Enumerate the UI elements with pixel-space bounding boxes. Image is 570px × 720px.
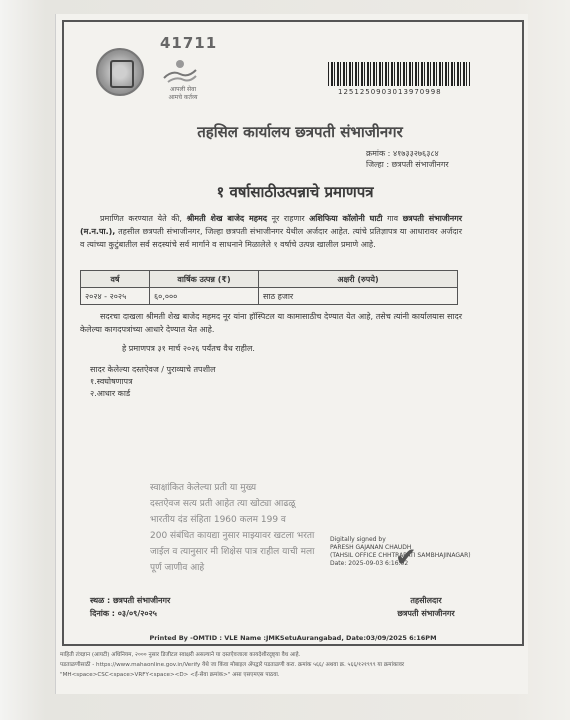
declaration-line: दस्तऐवज सत्य प्रती आहेत त्या खोट्या आढळू <box>150 499 296 509</box>
footer-line: माहिती तंत्रज्ञान (आयटी) अधिनियम, २००० नुसार डिजीटल स्वाक्षरी असल्याने या दस्तऐवजाला कायदेशीरदृष्ट्या वैध आहे. <box>60 652 301 658</box>
document-item: २.आधार कार्ड <box>90 389 131 398</box>
officer-title: तहसीलदार <box>410 596 442 605</box>
reference-number: ४१७३३२७६३८४ <box>392 149 439 158</box>
printed-by-line: Printed By -OMTID : VLE Name :JMKSetuAurangabad, Date:03/09/2025 6:16PM <box>149 634 437 642</box>
documents-list <box>90 364 216 400</box>
header-in-words: अक्षरी (रुपये) <box>259 271 458 288</box>
income-table <box>80 270 458 305</box>
declaration-line: 200 संबंधित कायद्या नुसार माझ्यावर खटला भरता <box>150 531 315 541</box>
applicant-name: श्रीमती शेख बाजेद महमद <box>186 214 268 223</box>
para-text-2: नूर राहणार <box>271 214 305 223</box>
reference-number-label: क्रमांक : <box>366 149 391 158</box>
para-text-4: तहसील छत्रपती संभाजीनगर, जिल्हा छत्रपती संभाजीनगर येथील अर्जदार आहेत. त्यांचे प्रतिज्ञापत्र या आधारावर अर्जदार व त्यांच्या कुटुंबातील सर्व सदस्यांचे सर्व मार्गाने व साधनाने मिळालेले १ वर्षाचे उत्पन्न खालील प्रमाणे आहे. <box>80 227 462 249</box>
declaration-line: स्वाक्षांकित केलेल्या प्रती या मुख्य <box>150 483 257 493</box>
documents-heading: सादर केलेल्या दस्तऐवज / पुराव्याचे तपशील <box>90 365 216 374</box>
barcode-number: 1251250903013970998 <box>338 88 442 96</box>
place-date-block <box>90 594 170 620</box>
logo-tagline-2: आमचे कर्तव्य <box>168 94 198 101</box>
signature-line: (TAHSIL OFFICE CHHTRAPATI SAMBHAJINAGAR) <box>330 552 471 559</box>
footer-line: "MH<space>CSC<space>VRFY<space><D> <ई-सेवा क्रमांक>" असा एसएमएस पाठवा. <box>60 672 280 678</box>
footer-line: पडताळणीसाठी - https://www.mahaonline.gov.in/Verify येथे जा किंवा मोबाइल ॲपद्वारे पडताळणी करा. क्रमांक ५६६/ अथवा क्र. ५६६/१२१९९९ या क्रमांकावर <box>60 662 405 668</box>
para-text-3: गाव <box>387 214 399 223</box>
logo-number: 41711 <box>160 34 218 52</box>
reference-block <box>366 148 449 170</box>
logo-tagline-1: आपली सेवा <box>169 86 196 93</box>
applicant-address: अशिफिया कॉलोनी घाटी <box>309 214 383 223</box>
place-value: : छत्रपती संभाजीनगर <box>106 596 171 605</box>
officer-block <box>386 594 466 620</box>
declaration-line: भारतीय दंड संहिता 1960 कलम 199 व <box>150 515 286 525</box>
declaration-stamp-text <box>150 480 346 576</box>
cell-income: ६०,००० <box>150 288 259 305</box>
barcode <box>328 62 470 86</box>
district-value: छत्रपती संभाजीनगर <box>391 160 449 169</box>
table-header-row <box>81 271 458 288</box>
signature-check-icon: ✔ <box>395 543 417 573</box>
office-title: तहसिल कार्यालय छत्रपती संभाजीनगर <box>197 123 403 141</box>
document-item: १.स्वघोषणापत्र <box>90 377 133 386</box>
header-year: वर्ष <box>81 271 150 288</box>
footer-notes <box>60 650 520 680</box>
signature-line: Date: 2025-09-03 6:16:02 <box>330 560 409 567</box>
certificate-paragraph <box>80 212 462 251</box>
government-seal-icon <box>96 48 144 96</box>
declaration-line: पूर्ण जाणीव आहे <box>150 563 205 573</box>
hands-logo-icon <box>162 56 198 84</box>
signature-line: PARESH GAJANAN CHAUDH <box>330 544 412 551</box>
para-text-1: प्रमाणित करण्यात येते की, <box>100 214 182 223</box>
officer-location: छत्रपती संभाजीनगर <box>397 609 455 618</box>
table-row <box>81 288 458 305</box>
declaration-line: जाईल व त्यानुसार मी शिक्षेस पात्र राहील याची मला <box>150 547 315 557</box>
header-annual-income: वार्षिक उत्पन्न (₹) <box>150 271 259 288</box>
cell-income-words: साठ हजार <box>259 288 458 305</box>
district-label: जिल्हा : <box>366 160 390 169</box>
purpose-note: सदरचा दाखला श्रीमती शेख बाजेद महमद नूर यांना हॉस्पिटल या कामासाठीच देण्यात येत आहे, तसेच त्यांनी कार्यालयास सादर केलेल्या कागदपत्रांच्या आधारे देण्यात येत आहे. <box>80 312 462 334</box>
validity-note: हे प्रमाणपत्र ३१ मार्च २०२६ पर्यंतच वैध राहील. <box>122 344 255 353</box>
certificate-title: १ वर्षासाठीउत्पन्नाचे प्रमाणपत्र <box>216 183 374 201</box>
date-value: : ०३/०९/२०२५ <box>111 609 157 618</box>
cell-year: २०२४ - २०२५ <box>81 288 150 305</box>
logo-tagline <box>158 86 208 102</box>
place-label: स्थळ <box>90 596 105 605</box>
signature-line: Digitally signed by <box>330 536 386 543</box>
applicant-city: छत्रपती संभाजीनगर (म.न.पा.), <box>80 214 463 236</box>
date-label: दिनांक <box>90 609 109 618</box>
